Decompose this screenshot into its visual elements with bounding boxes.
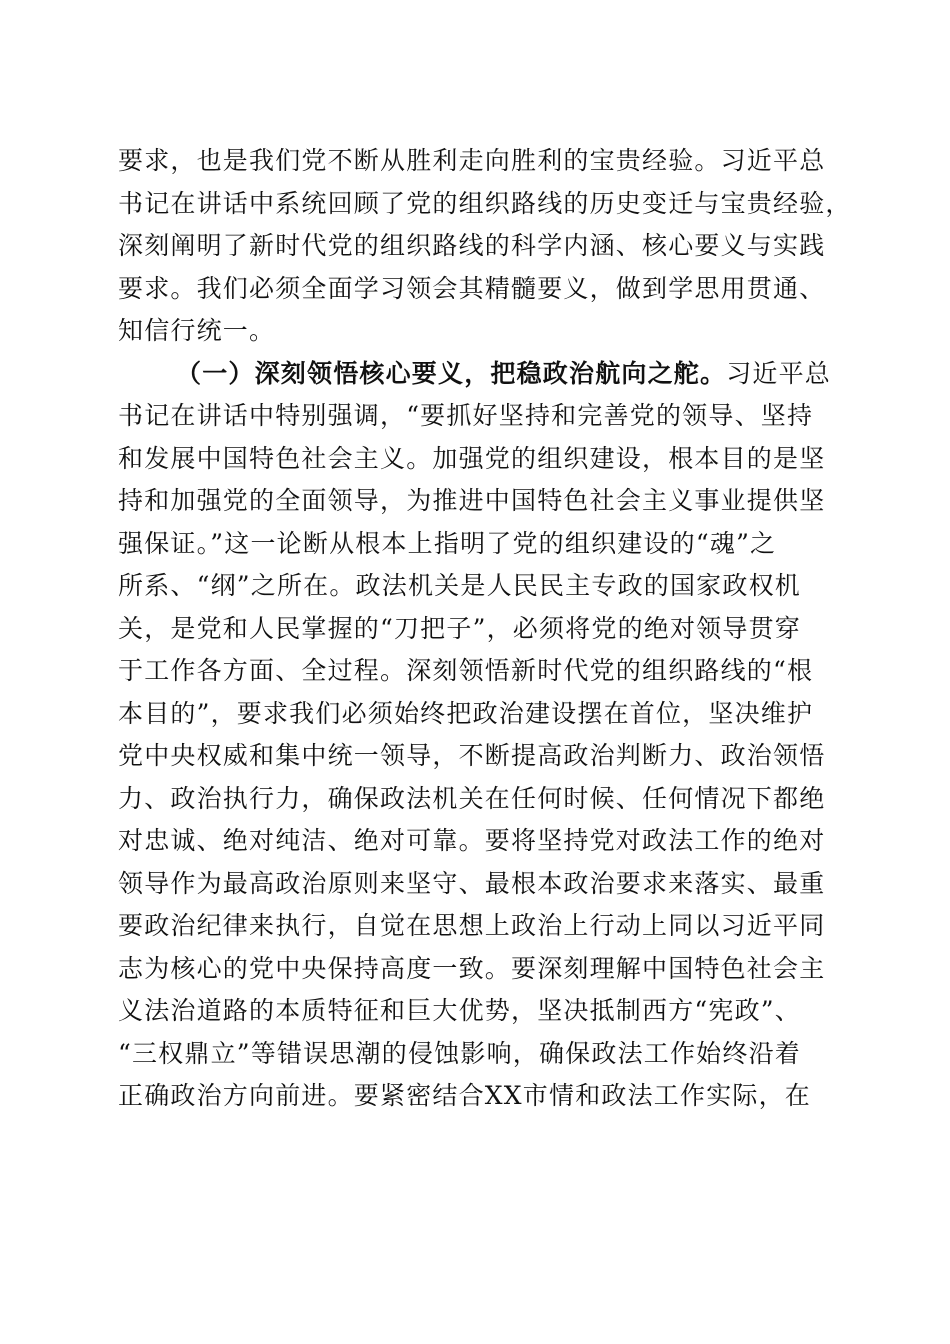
- text-line: 于工作各方面、全过程。深刻领悟新时代党的组织路线的“根: [118, 656, 814, 685]
- text-line: 深刻阐明了新时代党的组织路线的科学内涵、核心要义与实践: [118, 231, 826, 260]
- text-line: 知信行统一。: [118, 316, 276, 345]
- text-line: “三权鼎立”等错误思潮的侵蚀影响，确保政法工作始终沿着: [118, 1038, 801, 1068]
- text-line: 义法治道路的本质特征和巨大优势，坚决抵制西方“宪政”、: [118, 996, 801, 1025]
- text-line: 对忠诚、绝对纯洁、绝对可靠。要将坚持党对政法工作的绝对: [118, 826, 826, 855]
- section-first-line-text: 习近平总: [726, 358, 832, 388]
- text-line: 要求。我们必须全面学习领会其精髓要义，做到学思用贯通、: [118, 273, 826, 303]
- text-line: 书记在讲话中特别强调，“要抓好坚持和完善党的领导、坚持: [118, 401, 814, 430]
- section-heading: （一）深刻领悟核心要义，把稳政治航向之舵。: [176, 358, 727, 388]
- text-line: 持和加强党的全面领导，为推进中国特色社会主义事业提供坚: [118, 486, 826, 515]
- paragraph-section-1: [118, 353, 833, 1118]
- text-line: 关，是党和人民掌握的“刀把子”，必须将党的绝对领导贯穿: [118, 613, 801, 643]
- text-line: 力、政治执行力，确保政法机关在任何时候、任何情况下都绝: [118, 783, 826, 813]
- text-line: 书记在讲话中系统回顾了党的组织路线的历史变迁与宝贵经验，: [118, 188, 852, 218]
- paragraph-intro: [118, 140, 852, 353]
- text-line: 本目的”，要求我们必须始终把政治建设摆在首位，坚决维护: [118, 698, 814, 728]
- document-body: [118, 140, 852, 1118]
- text-line: 志为核心的党中央保持高度一致。要深刻理解中国特色社会主: [118, 953, 826, 983]
- section-first-line: [118, 353, 833, 396]
- text-line: 所系、“纲”之所在。政法机关是人民民主专政的国家政权机: [118, 571, 801, 600]
- text-line: 要求，也是我们党不断从胜利走向胜利的宝贵经验。习近平总: [118, 146, 826, 175]
- text-line: 和发展中国特色社会主义。加强党的组织建设，根本目的是坚: [118, 443, 826, 473]
- text-line: 党中央权威和集中统一领导，不断提高政治判断力、政治领悟: [118, 741, 826, 770]
- text-line: 强保证。”这一论断从根本上指明了党的组织建设的“魂”之: [118, 528, 777, 558]
- text-line: 领导作为最高政治原则来坚守、最根本政治要求来落实、最重: [118, 868, 826, 898]
- text-line: 正确政治方向前进。要紧密结合XX市情和政法工作实际，在: [118, 1081, 811, 1110]
- text-line: 要政治纪律来执行，自觉在思想上政治上行动上同以习近平同: [118, 911, 826, 940]
